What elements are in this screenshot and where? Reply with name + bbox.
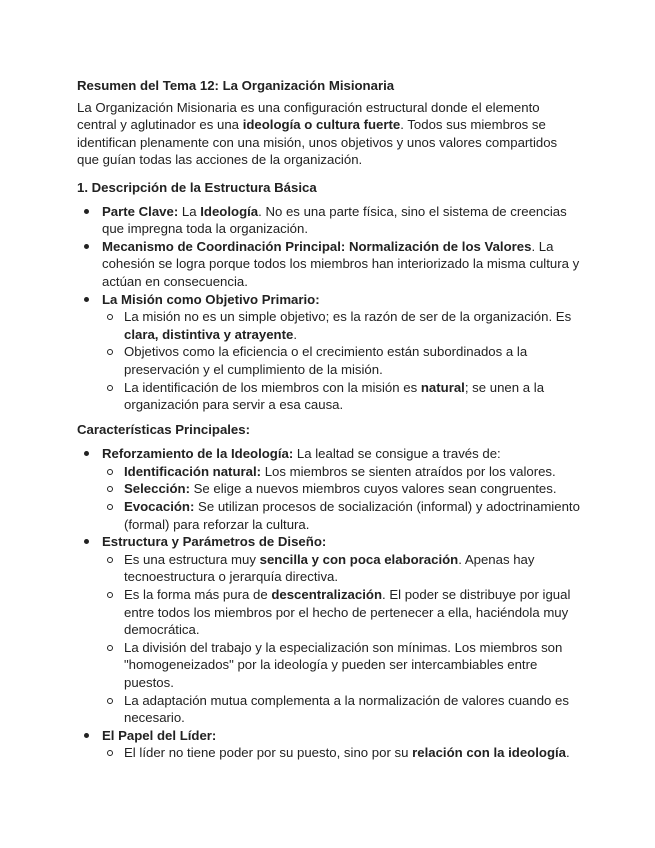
sublist-item (102, 551, 582, 586)
item-bold: relación con la ideología (412, 745, 567, 761)
list-item-reforzamiento (77, 445, 582, 533)
sublist-item (102, 692, 582, 727)
item-text: . (293, 326, 297, 342)
item-label: Evocación: (124, 499, 195, 515)
sublist (102, 463, 582, 533)
list-item-mision (77, 291, 582, 414)
hollow-bullet-icon (107, 592, 113, 598)
item-bold: sencilla y con poca elaboración (259, 551, 459, 567)
sublist-item (102, 498, 582, 533)
item-text: . La cohesión se logra porque todos los miembros han interiorizado la misma cultura y actúan en consecuencia. (102, 238, 580, 289)
bullet-icon (84, 244, 89, 249)
item-text: . El poder se distribuye por igual entre todos los miembros por el hecho de pertenecer a ella, haciéndola muy democrática. (124, 587, 571, 638)
sublist-item (102, 379, 582, 414)
sublist-item (102, 343, 582, 378)
section2-heading: Características Principales: (77, 421, 250, 437)
list-item-parte-clave (77, 203, 582, 238)
item-text: La lealtad se consigue a través de: (293, 446, 501, 462)
bullet-icon (84, 539, 89, 544)
list-item-estructura (77, 533, 582, 727)
hollow-bullet-icon (107, 645, 113, 651)
sublist-item (102, 308, 582, 343)
item-label: Parte Clave: (102, 203, 179, 219)
item-text: El líder no tiene poder por su puesto, sino por su (124, 745, 413, 761)
hollow-bullet-icon (107, 557, 113, 563)
hollow-bullet-icon (107, 469, 113, 475)
intro-text-1: La Organización Misionaria es una configuración estructural donde el elemento central y aglutinador es una (77, 99, 540, 133)
bullet-icon (84, 209, 89, 214)
sublist-item (102, 463, 582, 481)
item-text: Se utilizan procesos de socialización (informal) y adoctrinamiento (formal) para reforzar la cultura. (124, 499, 580, 532)
section1-list (77, 203, 582, 414)
document-title: Resumen del Tema 12: La Organización Misionaria (77, 78, 395, 93)
sublist (102, 744, 582, 762)
document-content (77, 77, 582, 769)
hollow-bullet-icon (107, 698, 113, 704)
item-bold: descentralización (271, 587, 382, 603)
item-text: Los miembros se sienten atraídos por los valores. (261, 463, 556, 479)
intro-text-2: . Todos sus miembros se identifican plenamente con una misión, unos objetivos y unos valores compartidos que guían todas las acciones de la organización. (77, 117, 558, 168)
item-label: La Misión como Objetivo Primario: (102, 291, 320, 307)
item-label: Mecanismo de Coordinación Principal: Normalización de los Valores (102, 238, 532, 254)
hollow-bullet-icon (107, 504, 113, 510)
item-bold: natural (420, 379, 465, 395)
item-label: Identificación natural: (124, 463, 262, 479)
item-text: La misión no es un simple objetivo; es la razón de ser de la organización. Es (124, 309, 572, 325)
item-label: Reforzamiento de la Ideología: (102, 446, 294, 462)
item-text: ; se unen a la organización para servir a esa causa. (124, 379, 545, 413)
item-text: . Apenas hay tecnoestructura o jerarquía directiva. (124, 551, 535, 585)
sublist (102, 551, 582, 727)
item-label: Selección: (124, 481, 190, 497)
hollow-bullet-icon (107, 349, 113, 355)
sublist-item (102, 586, 582, 639)
item-label: El Papel del Líder: (102, 727, 217, 743)
sublist (102, 308, 582, 414)
item-text: Se elige a nuevos miembros cuyos valores sean congruentes. (189, 481, 557, 497)
item-text: La división del trabajo y la especialización son mínimas. Los miembros son "homogeneizados" por la ideología y pueden ser intercambiables entre puestos. (124, 639, 563, 690)
item-text: . No es una parte física, sino el sistema de creencias que impregna toda la organización. (102, 203, 567, 237)
list-item-lider (77, 727, 582, 762)
item-text: La identificación de los miembros con la misión es (124, 379, 421, 395)
intro-bold: ideología o cultura fuerte (242, 117, 401, 133)
sublist-item (102, 480, 582, 498)
item-text: Es la forma más pura de (124, 587, 272, 603)
item-bold: clara, distintiva y atrayente (124, 326, 294, 342)
bullet-icon (84, 733, 89, 738)
item-label: Estructura y Parámetros de Diseño: (102, 534, 327, 550)
list-item-mecanismo (77, 238, 582, 291)
item-text: Objetivos como la eficiencia o el crecimiento están subordinados a la preservación y el cumplimiento de la misión. (124, 344, 528, 377)
hollow-bullet-icon (107, 750, 113, 756)
section2-list (77, 445, 582, 762)
section1-heading: 1. Descripción de la Estructura Básica (77, 179, 317, 195)
item-text: . (566, 745, 570, 761)
item-bold: Ideología (200, 203, 259, 219)
item-text: La (178, 203, 201, 219)
hollow-bullet-icon (107, 385, 113, 391)
sublist-item (102, 639, 582, 692)
item-text: La adaptación mutua complementa a la normalización de valores cuando es necesario. (124, 692, 569, 726)
item-text: Es una estructura muy (124, 551, 260, 567)
bullet-icon (84, 451, 89, 456)
hollow-bullet-icon (107, 314, 113, 320)
intro-paragraph (77, 99, 582, 169)
bullet-icon (84, 297, 89, 302)
hollow-bullet-icon (107, 486, 113, 492)
sublist-item (102, 744, 582, 762)
